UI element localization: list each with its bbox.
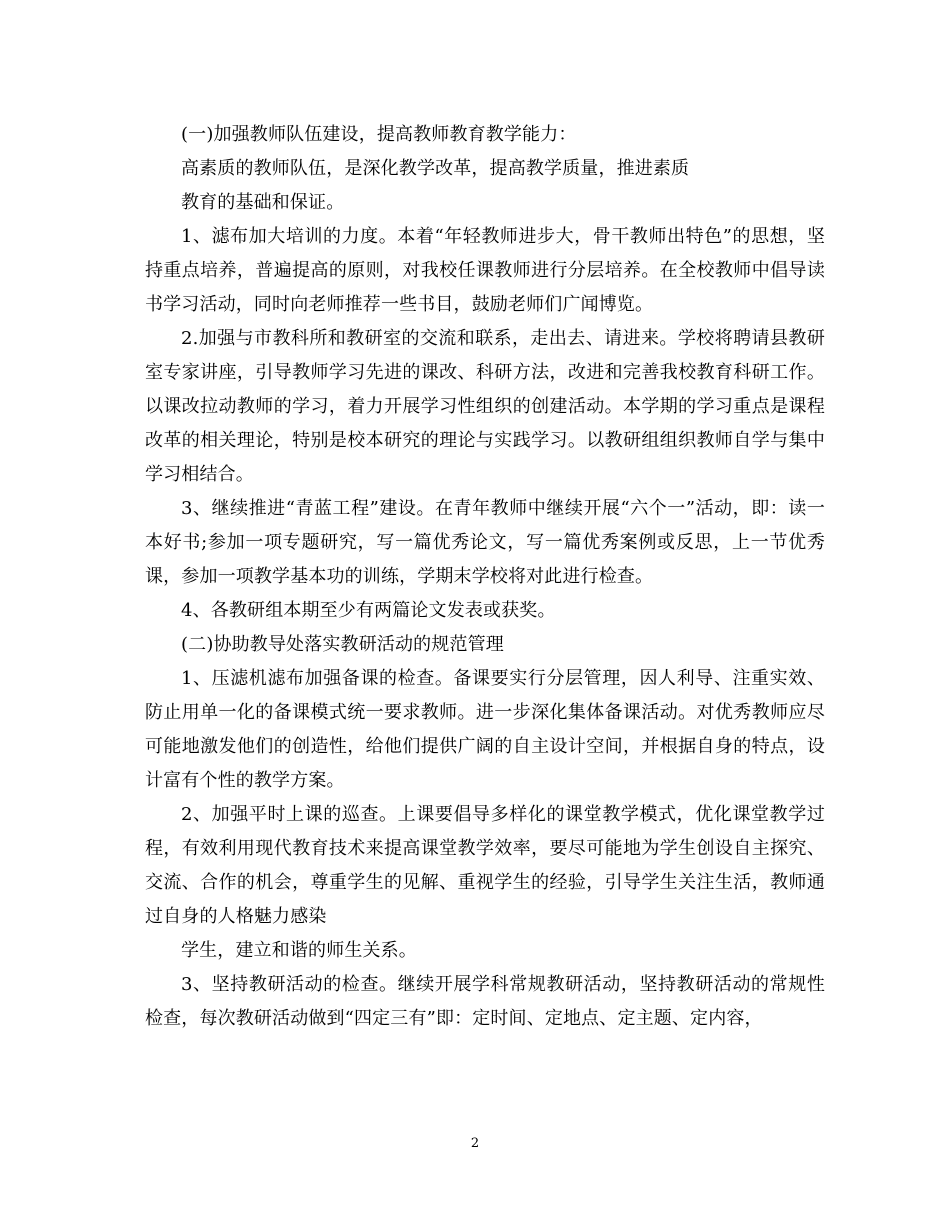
page-number: 2 — [470, 1136, 480, 1151]
paragraph: 2.加强与市教科所和教研室的交流和联系，走出去、请进来。学校将聘请县教研室专家讲座，引导教师学习先进的课改、科研方法，改进和完善我校教育科研工作。以课改拉动教师的学习，着力开展学习性组织的创建活动。本学期的学习重点是课程改革的相关理论，特别是校本研究的理论与实践学习。以教研组组织教师自学与集中学习相结合。 — [145, 328, 825, 485]
paragraph: 3、继续推进“青蓝工程”建设。在青年教师中继续开展“六个一”活动，即：读一本好书;参加一项专题研究，写一篇优秀论文，写一篇优秀案例或反思，上一节优秀课，参加一项教学基本功的训练，学期末学校将对此进行检查。 — [145, 498, 825, 587]
paragraph: 1、滤布加大培训的力度。本着“年轻教师进步大，骨干教师出特色”的思想，坚持重点培养，普遍提高的原则，对我校任课教师进行分层培养。在全校教师中倡导读书学习活动，同时向老师推荐一些书目，鼓励老师们广闻博览。 — [145, 226, 825, 315]
paragraph: 教育的基础和保证。 — [181, 192, 345, 213]
paragraph: 1、压滤机滤布加强备课的检查。备课要实行分层管理，因人利导、注重实效、防止用单一化的备课模式统一要求教师。进一步深化集体备课活动。对优秀教师应尽可能地激发他们的创造性，给他们提供广阔的自主设计空间，并根据自身的特点，设计富有个性的教学方案。 — [145, 668, 825, 791]
paragraph: 学生，建立和谐的师生关系。 — [181, 940, 417, 961]
paragraph-heading-2: (二)协助教导处落实教研活动的规范管理 — [181, 634, 504, 655]
paragraph: 3、坚持教研活动的检查。继续开展学科常规教研活动，坚持教研活动的常规性检查，每次教研活动做到“四定三有”即：定时间、定地点、定主题、定内容， — [145, 974, 825, 1029]
paragraph: 高素质的教师队伍，是深化教学改革，提高教学质量，推进素质 — [181, 158, 690, 179]
paragraph: 2、加强平时上课的巡查。上课要倡导多样化的课堂教学模式，优化课堂教学过程，有效利用现代教育技术来提高课堂教学效率，要尽可能地为学生创设自主探究、交流、合作的机会，尊重学生的见解、重视学生的经验，引导学生关注生活，教师通过自身的人格魅力感染 — [145, 804, 825, 927]
paragraph-heading-1: (一)加强教师队伍建设，提高教师教育教学能力： — [181, 124, 577, 145]
paragraph: 4、各教研组本期至少有两篇论文发表或获奖。 — [181, 600, 556, 621]
body-text — [145, 118, 825, 1036]
